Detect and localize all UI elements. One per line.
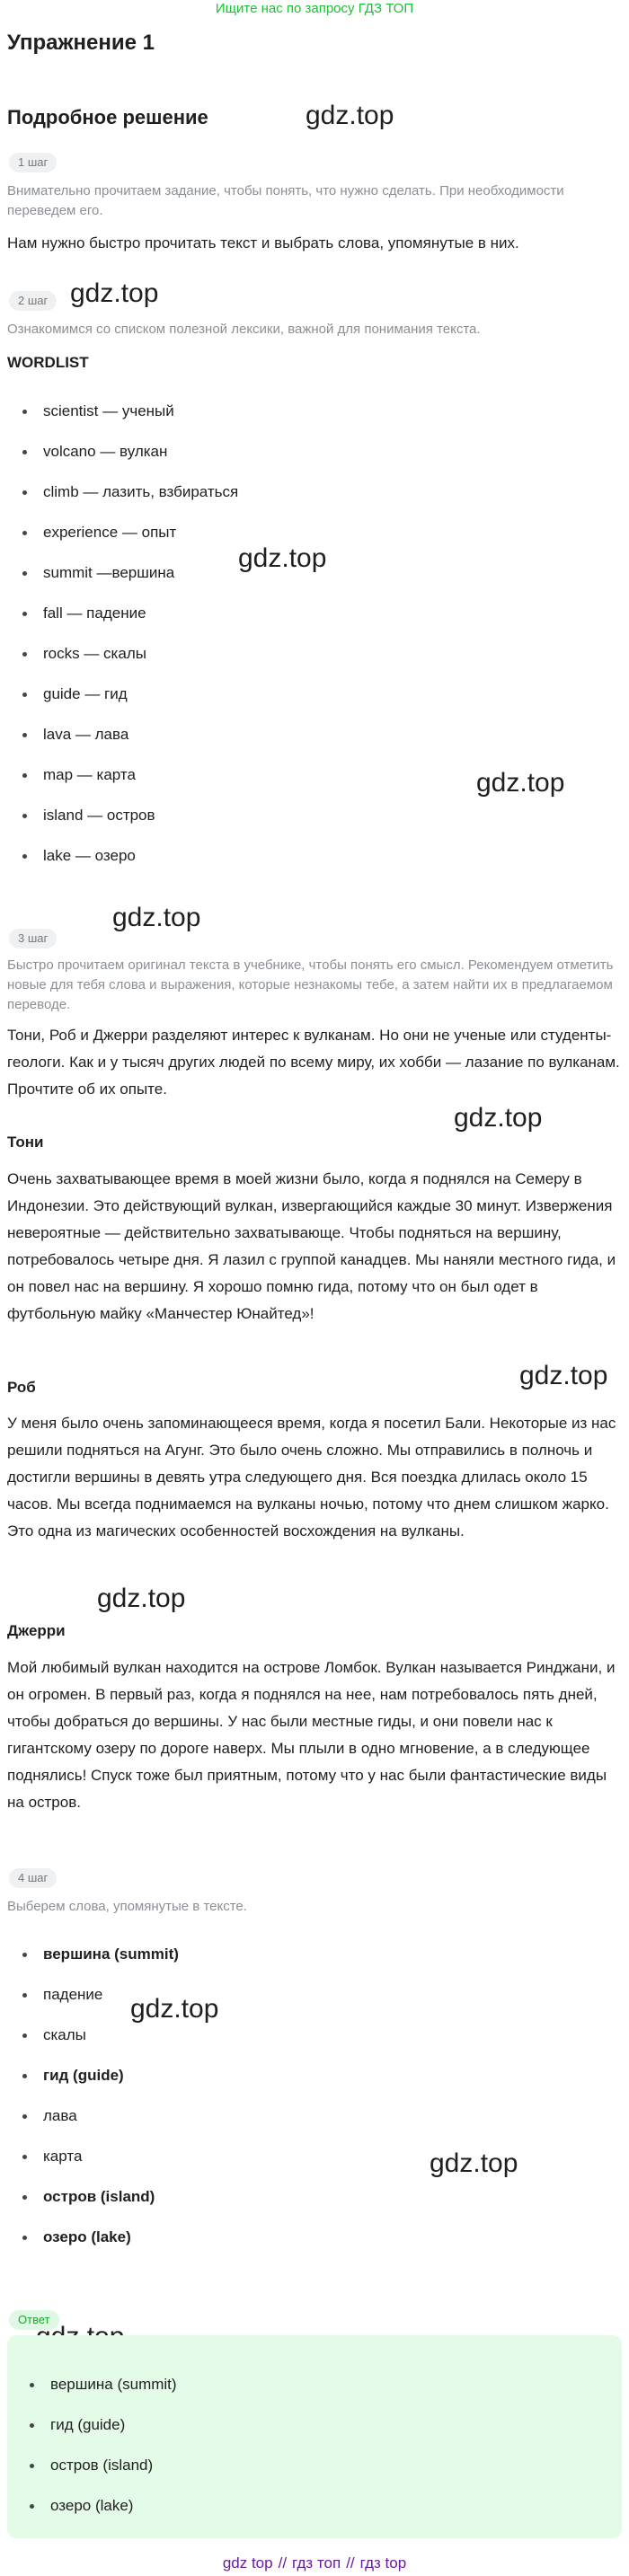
top-banner[interactable]: Ищите нас по запросу ГДЗ ТОП bbox=[215, 1, 414, 16]
step-hint: Быстро прочитаем оригинал текста в учебнике, чтобы понять его смысл. Рекомендуем отметить новые для тебя слова и выражения, которые незнакомы тебе, а затем найти их в предлагаемом переводе. bbox=[7, 957, 614, 1012]
footer-separator: // bbox=[346, 2554, 355, 2572]
list-item: map — карта bbox=[0, 754, 238, 795]
list-item: experience — опыт bbox=[0, 512, 238, 552]
list-item: вершина (summit) bbox=[0, 1934, 179, 1974]
footer-link[interactable]: гдз топ bbox=[292, 2554, 341, 2572]
list-item: rocks — скалы bbox=[0, 633, 238, 674]
list-item: guide — гид bbox=[0, 674, 238, 714]
list-item: lake — озеро bbox=[0, 835, 238, 876]
list-item: гид (guide) bbox=[0, 2055, 179, 2095]
speaker-text-tony: Очень захватывающее время в моей жизни было, когда я поднялся на Семеру в Индонезии. Это действующий вулкан, извергающийся каждые 30 минут. Извержения невероятные — действительно захватывающе. Чтобы подняться на вершину, потребовалось четыре дня. Я лазил с группой канадцев. Мы наняли местного гида, и он повел нас на вершину. Я хорошо помню гида, потому что он был одет в футбольную майку «Манчестер Юнайтед»! bbox=[7, 1170, 616, 1322]
intro-text: Тони, Роб и Джерри разделяют интерес к вулканам. Но они не ученые или студенты-геологи. Как и у тысяч других людей по всему миру, их хобби — лазание по вулканам. Прочтите об их опыте. bbox=[7, 1027, 620, 1098]
list-item: scientist — ученый bbox=[0, 391, 238, 431]
list-item: остров (island) bbox=[0, 2176, 179, 2217]
list-item: summit —вершина bbox=[0, 552, 238, 593]
step-badge: 1 шаг bbox=[9, 153, 57, 172]
watermark: gdz.top bbox=[519, 1361, 608, 1390]
list-item: вершина (summit) bbox=[7, 2364, 177, 2404]
selected-words-list bbox=[0, 1934, 179, 2257]
speaker-name-rob: Роб bbox=[7, 1379, 36, 1396]
list-item: карта bbox=[0, 2136, 179, 2176]
list-item: volcano — вулкан bbox=[0, 431, 238, 472]
list-item: лава bbox=[0, 2095, 179, 2136]
answer-list bbox=[7, 2364, 177, 2526]
list-item: lava — лава bbox=[0, 714, 238, 754]
list-item: скалы bbox=[0, 2015, 179, 2055]
list-item: climb — лазить, взбираться bbox=[0, 472, 238, 512]
watermark: gdz.top bbox=[130, 1994, 219, 2024]
watermark: gdz.top bbox=[112, 903, 201, 932]
speaker-name-jerry: Джерри bbox=[7, 1622, 66, 1639]
list-item: island — остров bbox=[0, 795, 238, 835]
footer-link[interactable]: gdz top bbox=[222, 2554, 273, 2572]
list-item: падение bbox=[0, 1974, 179, 2015]
step-badge: 4 шаг bbox=[9, 1868, 57, 1888]
speaker-text-rob: У меня было очень запоминающееся время, когда я посетил Бали. Некоторые из нас решили подняться на Агунг. Это было очень сложно. Мы отправились в полночь и достигли вершины в девять утра следующего дня. Вся поездка длилась около 15 часов. Мы всегда поднимаемся на вулканы ночью, потому что днем слишком жарко. Это одна из магических особенностей восхождения на вулканы. bbox=[7, 1415, 616, 1539]
answer-badge: Ответ bbox=[9, 2310, 59, 2330]
section-subtitle: Подробное решение bbox=[7, 106, 208, 128]
list-item: остров (island) bbox=[7, 2445, 177, 2485]
watermark: gdz.top bbox=[430, 2148, 518, 2178]
watermark: gdz.top bbox=[97, 1584, 186, 1613]
watermark: gdz.top bbox=[70, 278, 159, 308]
list-item: озеро (lake) bbox=[7, 2485, 177, 2526]
speaker-name-tony: Тони bbox=[7, 1134, 44, 1151]
wordlist bbox=[0, 391, 238, 876]
page-title: Упражнение 1 bbox=[7, 31, 155, 55]
step-hint: Выберем слова, упомянутые в тексте. bbox=[7, 1899, 247, 1914]
wordlist-heading: WORDLIST bbox=[7, 354, 89, 371]
watermark: gdz.top bbox=[238, 543, 327, 573]
watermark: gdz.top bbox=[454, 1103, 543, 1133]
list-item: гид (guide) bbox=[7, 2404, 177, 2445]
watermark: gdz.top bbox=[306, 101, 394, 130]
list-item: озеро (lake) bbox=[0, 2217, 179, 2257]
step-hint: Ознакомимся со списком полезной лексики, важной для понимания текста. bbox=[7, 322, 481, 337]
step-text: Нам нужно быстро прочитать текст и выбрать слова, упомянутые в них. bbox=[7, 234, 519, 251]
footer-link[interactable]: гдз top bbox=[359, 2554, 407, 2572]
step-badge: 2 шаг bbox=[9, 291, 57, 311]
speaker-text-jerry: Мой любимый вулкан находится на острове Ломбок. Вулкан называется Ринджани, и он огромен. В первый раз, когда я поднялся на нее, нам потребовалось пять дней, чтобы добраться до вершины. У нас были местные гиды, и они повели нас к гигантскому озеру по дороге наверх. Мы плыли в одно мгновение, а в следующее поднялись! Спуск тоже был приятным, потому что у нас были фантастические виды на остров. bbox=[7, 1659, 616, 1811]
footer bbox=[0, 2551, 629, 2576]
step-hint: Внимательно прочитаем задание, чтобы понять, что нужно сделать. При необходимости переведем его. bbox=[7, 183, 564, 218]
watermark: gdz.top bbox=[476, 768, 565, 798]
step-badge: 3 шаг bbox=[9, 929, 57, 948]
list-item: fall — падение bbox=[0, 593, 238, 633]
footer-separator: // bbox=[278, 2554, 288, 2572]
